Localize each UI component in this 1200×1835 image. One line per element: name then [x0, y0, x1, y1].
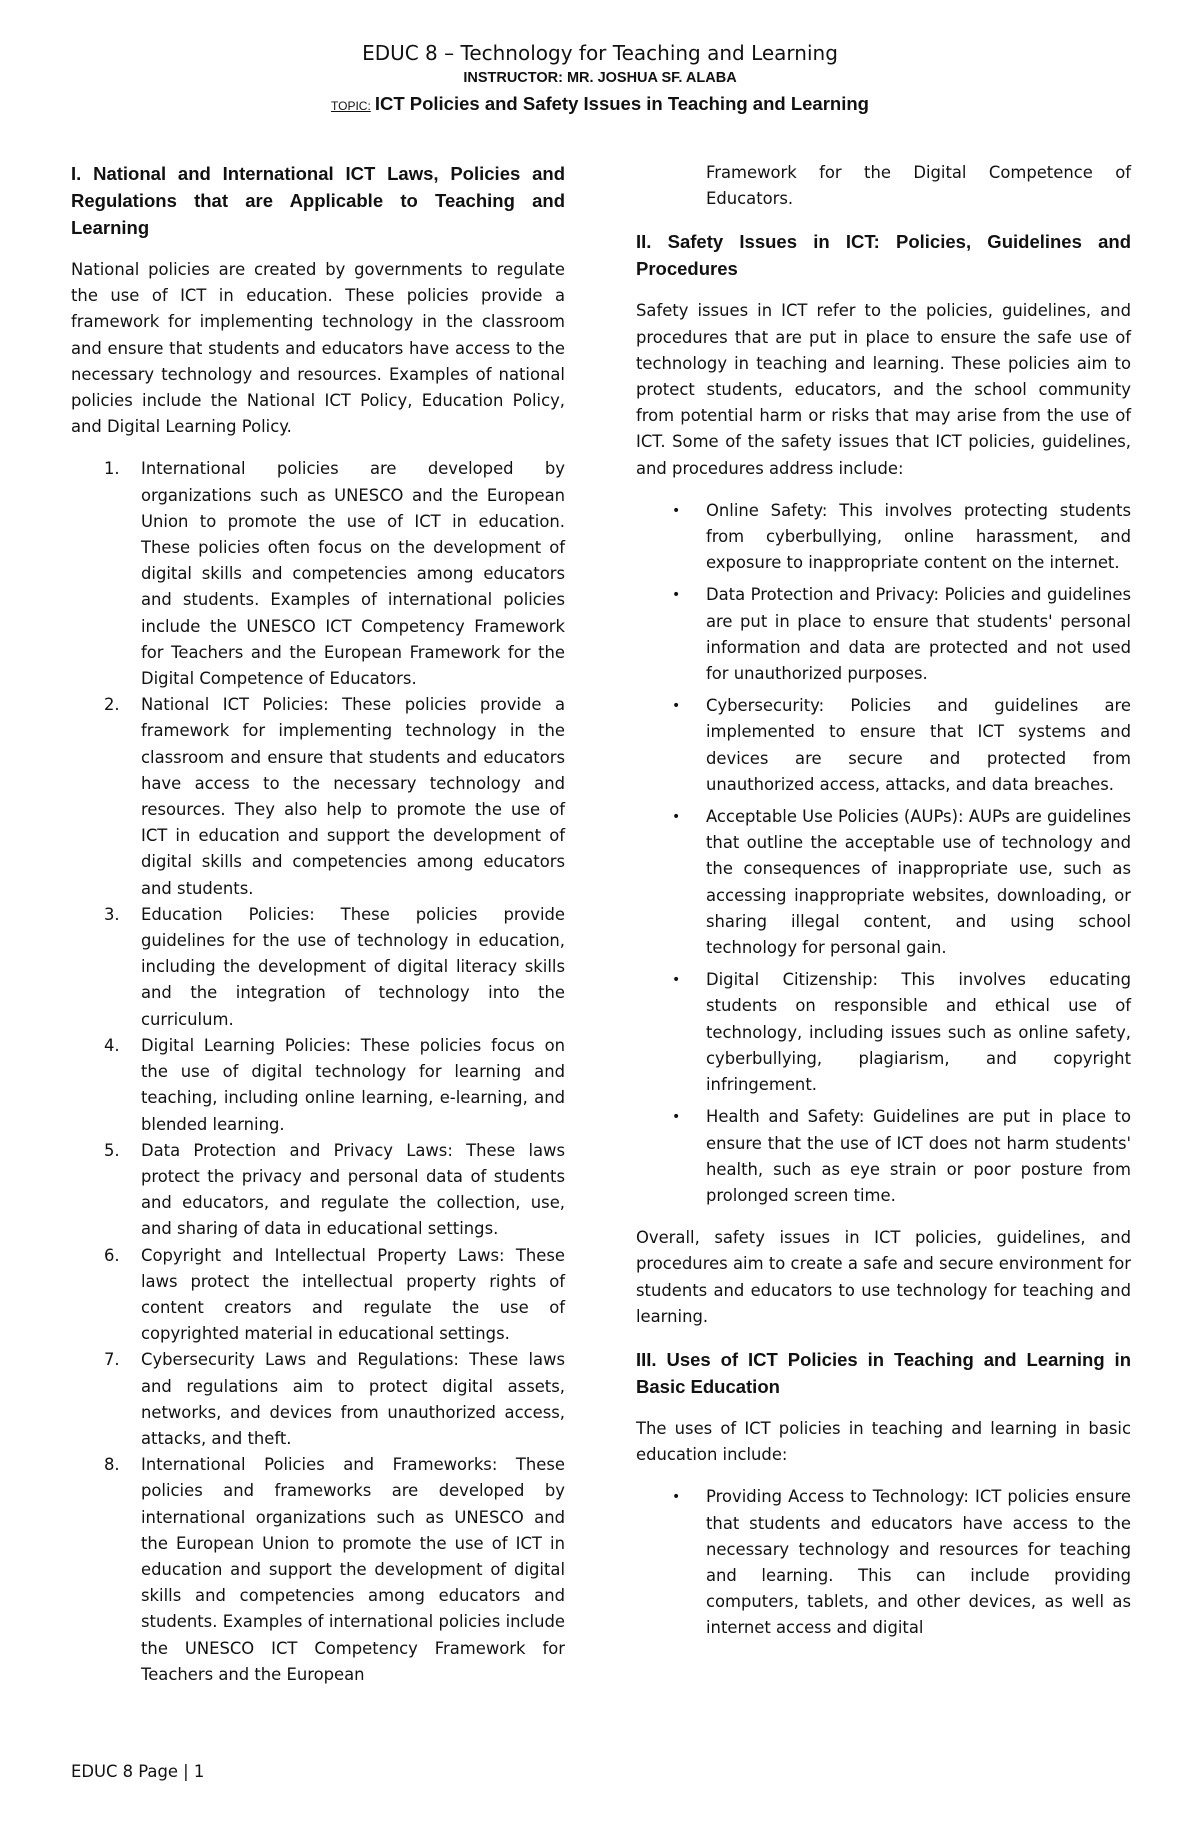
bullet-item-text: Providing Access to Technology: ICT policies ensure that students and educators have access to the necessary technology and resources for teaching and learning. This can include providing computers, tablets, and other devices, as well as internet access and digital [706, 1487, 1131, 1638]
bullet-item-text: Digital Citizenship: This involves educating students on responsible and ethical use of technology, including issues such as online safety, cyberbullying, plagiarism, and copyright infringement. [706, 970, 1131, 1095]
bullet-item [636, 582, 1131, 687]
bullet-item [636, 498, 1131, 577]
list-item [71, 1138, 565, 1243]
bullet-icon: • [672, 502, 681, 519]
bullet-item [636, 693, 1131, 798]
list-item-number: 1. [104, 459, 120, 479]
section2-intro: Safety issues in ICT refer to the policies, guidelines, and procedures that are put in place to ensure the safe use of technology in teaching and learning. These policies aim to protect students, educators, and the school community from potential harm or risks that may arise from the use of ICT. Some of the safety issues that ICT policies, guidelines, and procedures address include: [636, 301, 1131, 478]
list-item-number: 8. [104, 1455, 120, 1475]
list-item-text: Cybersecurity Laws and Regulations: These laws and regulations aim to protect digital assets, networks, and devices from unauthorized access, attacks, and theft. [141, 1350, 565, 1448]
document-header [0, 40, 1200, 120]
bullet-icon: • [672, 1489, 681, 1506]
instructor-line: INSTRUCTOR: MR. JOSHUA SF. ALABA [463, 70, 737, 86]
bullet-item-text: Acceptable Use Policies (AUPs): AUPs are guidelines that outline the acceptable use of technology and the consequences of inappropriate use, such as accessing inappropriate websites, downloading, or sharing illegal content, and using school technology for personal gain. [706, 807, 1131, 958]
bullet-item-text: Data Protection and Privacy: Policies and guidelines are put in place to ensure that students' personal information and data are protected and not used for unauthorized purposes. [706, 585, 1131, 684]
course-code: EDUC 8 [362, 41, 438, 65]
right-column [636, 160, 1131, 1642]
topic-title: ICT Policies and Safety Issues in Teaching and Learning [374, 93, 869, 114]
bullet-item-text: Online Safety: This involves protecting students from cyberbullying, online harassment, and exposure to inappropriate content on the internet. [706, 500, 1131, 573]
list-item [71, 1243, 565, 1348]
bullet-item [636, 1484, 1131, 1641]
section1-heading: I. National and International ICT Laws, Policies and Regulations that are Applicable to Teaching and Learning [71, 163, 565, 238]
list-item-number: 3. [104, 904, 120, 924]
list-item-text: Digital Learning Policies: These policies focus on the use of digital technology for learning and teaching, including online learning, e-learning, and blended learning. [141, 1035, 565, 1134]
list-item-text: National ICT Policies: These policies provide a framework for implementing technology in the classroom and ensure that students and educators have access to the necessary technology and resources. They also help to promote the use of ICT in education and support the development of digital skills and competencies among educators and students. [141, 695, 565, 898]
bullet-item [636, 804, 1131, 961]
list-item [71, 1452, 565, 1688]
page-footer: EDUC 8 Page | 1 [71, 1762, 205, 1781]
bullet-item [636, 1104, 1131, 1209]
list-item-text: Copyright and Intellectual Property Laws: These laws protect the intellectual property rights of content creators and regulate the use of copyrighted material in educational settings. [141, 1245, 565, 1344]
list-item [71, 1347, 565, 1452]
list-item-number: 5. [104, 1140, 120, 1160]
list-item-text: International policies are developed by organizations such as UNESCO and the European Union to promote the use of ICT in education. These policies often focus on the development of digital skills and competencies among educators and students. Examples of international policies include the UNESCO ICT Competency Framework for Teachers and the European Framework for the Digital Competence of Educators. [141, 459, 565, 689]
list-item [71, 902, 565, 1033]
list-item [71, 456, 565, 692]
course-title: Technology for Teaching and Learning [460, 41, 838, 65]
section1-continuation: Framework for the Digital Competence of Educators. [706, 163, 1131, 209]
section1-intro: National policies are created by governments to regulate the use of ICT in education. These policies provide a framework for implementing technology in the classroom and ensure that students and educators have access to the necessary technology and resources. Examples of national policies include the National ICT Policy, Education Policy, and Digital Learning Policy. [71, 260, 565, 437]
course-title-line [0, 40, 1200, 66]
bullet-icon: • [672, 972, 681, 989]
list-item-number: 4. [104, 1035, 120, 1055]
section1-list [71, 456, 565, 1688]
bullet-item [636, 967, 1131, 1098]
list-item [71, 1033, 565, 1138]
section2-conclusion: Overall, safety issues in ICT policies, guidelines, and procedures aim to create a safe and secure environment for students and educators to use technology for teaching and learning. [636, 1228, 1131, 1326]
topic-line [0, 90, 1200, 120]
topic-label: TOPIC: [331, 99, 371, 113]
section2-bullet-list [636, 498, 1131, 1209]
bullet-item-text: Health and Safety: Guidelines are put in place to ensure that the use of ICT does not harm students' health, such as eye strain or poor posture from prolonged screen time. [706, 1107, 1131, 1205]
left-column [71, 160, 565, 1688]
list-item-text: Data Protection and Privacy Laws: These laws protect the privacy and personal data of students and educators, and regulate the collection, use, and sharing of data in educational settings. [141, 1140, 565, 1239]
list-item [71, 692, 565, 902]
section3-heading: III. Uses of ICT Policies in Teaching and Learning in Basic Education [636, 1348, 1131, 1397]
bullet-item-text: Cybersecurity: Policies and guidelines are implemented to ensure that ICT systems and devices are secure and protected from unauthorized access, attacks, and data breaches. [706, 696, 1131, 794]
list-item-number: 2. [104, 695, 120, 715]
bullet-icon: • [672, 809, 681, 826]
section3-intro: The uses of ICT policies in teaching and learning in basic education include: [636, 1418, 1131, 1465]
course-separator: – [437, 41, 461, 65]
list-item-text: Education Policies: These policies provide guidelines for the use of technology in education, including the development of digital literacy skills and the integration of technology into the curriculum. [141, 904, 565, 1029]
section3-bullet-list [636, 1484, 1131, 1641]
bullet-icon: • [672, 698, 681, 715]
list-item-number: 6. [104, 1245, 120, 1265]
list-item-text: International Policies and Frameworks: These policies and frameworks are developed by international organizations such as UNESCO and the European Union to promote the use of ICT in education and support the development of digital skills and competencies among educators and students. Examples of international policies include the UNESCO ICT Competency Framework for Teachers and the European [141, 1455, 565, 1684]
section2-heading: II. Safety Issues in ICT: Policies, Guidelines and Procedures [636, 231, 1131, 280]
bullet-icon: • [672, 1109, 681, 1126]
list-item-number: 7. [104, 1350, 120, 1370]
bullet-icon: • [672, 587, 681, 604]
